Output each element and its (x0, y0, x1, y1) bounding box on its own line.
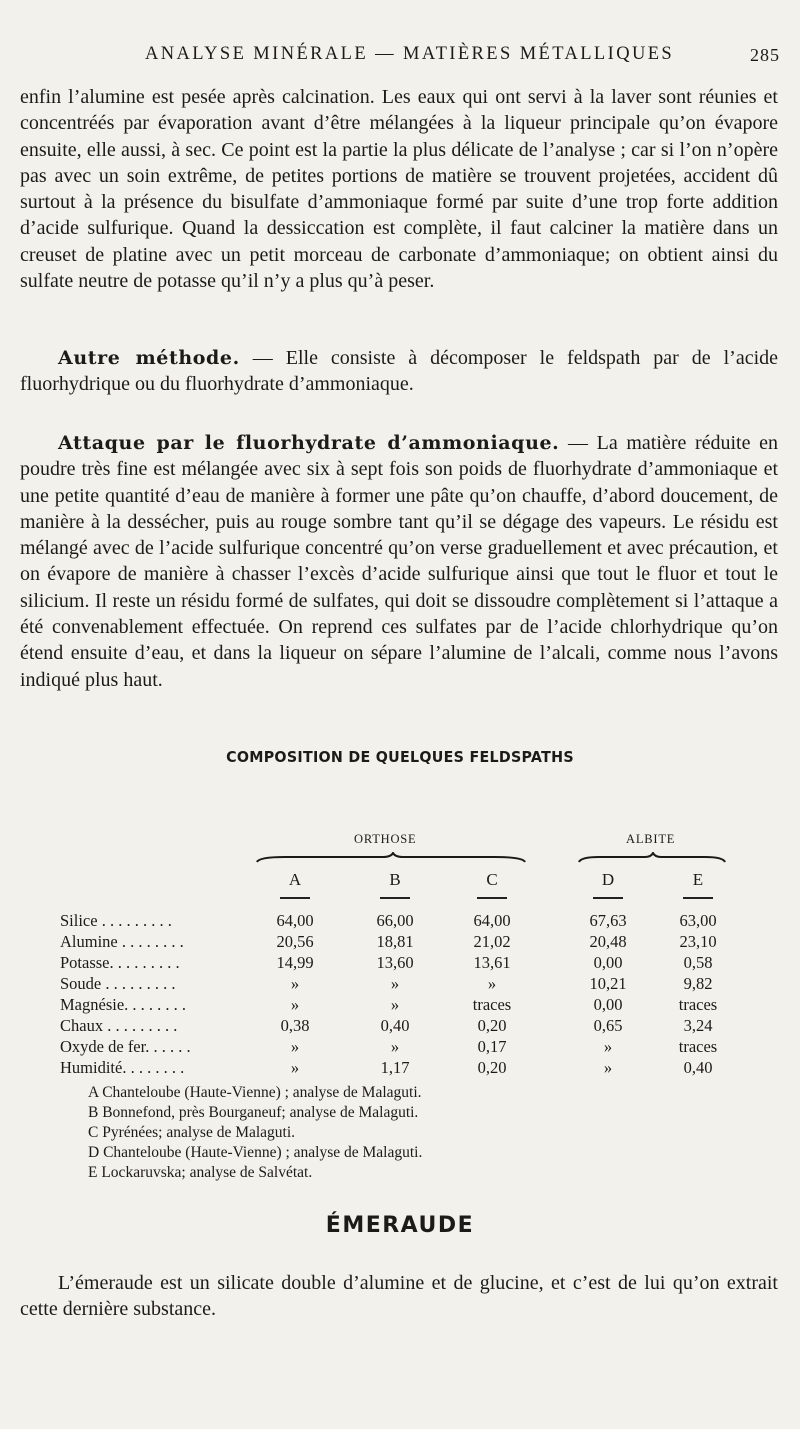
paragraph-emeraude (20, 1270, 778, 1323)
cell-humidite-b: 1,17 (380, 1058, 410, 1077)
cell-oxyde-a: » (290, 1037, 300, 1056)
column-header-e: E (692, 870, 704, 889)
cell-alumine-d: 20,48 (589, 932, 627, 951)
note-d: D Chanteloube (Haute-Vienne) ; analyse de Malaguti. (88, 1144, 423, 1161)
cell-oxyde-c: 0,17 (477, 1037, 507, 1056)
row-label-soude: Soude . . . . . . . . . (60, 974, 176, 993)
cell-potasse-a: 14,99 (276, 953, 314, 972)
attaque-text: — La matière réduite en poudre très fine est mélangée avec six à sept fois son poids de fluorhydrate d’ammoniaque et une petite quantité d’eau de manière à former une pâte qu’on chauffe, d’abord doucement, de manière à la dessécher, puis au rouge sombre tant qu’il se dégage des vapeurs. Le résidu est mélangé avec de l’acide sulfurique concentré qu’on verse graduellement et avec précaution, et on évapore de manière à chasser l’excès d’acide sulfurique ainsi que tout le fluor et tout le silicium. Il reste un résidu formé de sulfates, qui doit se dissoudre complètement si l’attaque a été convenablement effectuée. On reprend ces sulfates par de l’acide chlorhydrique qu’on étend ensuite d’eau, et dans la liqueur on sépare l’alumine de l’alcali, comme nous l’avons indiqué plus haut. (20, 432, 778, 691)
note-a: A Chanteloube (Haute-Vienne) ; analyse de Malaguti. (88, 1084, 422, 1101)
row-label-magnesie: Magnésie. . . . . . . . (60, 995, 187, 1014)
emeraude-title: ÉMERAUDE (325, 1213, 475, 1238)
page-number: 285 (750, 45, 780, 65)
cell-chaux-a: 0,38 (280, 1016, 310, 1035)
cell-alumine-e: 23,10 (679, 932, 717, 951)
row-label-oxyde-de-fer: Oxyde de fer. . . . . . (60, 1037, 191, 1056)
note-b: B Bonnefond, près Bourganeuf; analyse de Malaguti. (88, 1104, 419, 1121)
cell-magnesie-c: traces (472, 995, 512, 1014)
column-rule (593, 897, 623, 899)
row-label-humidite: Humidité. . . . . . . . (60, 1058, 185, 1077)
cell-alumine-a: 20,56 (276, 932, 314, 951)
column-rule (280, 897, 310, 899)
paragraph-autre-methode (20, 345, 778, 398)
heading-attaque: Attaque par le fluorhydrate d’ammoniaque. (58, 432, 560, 454)
paragraph-alumine: enfin l’alumine est pesée après calcination. Les eaux qui ont servi à la laver sont réunies et concentréés par évaporation avant d’être mélangées à la liqueur principale qu’on évapore ensuite, elle aussi, à sec. Ce point est la partie la plus délicate de l’analyse ; car si l’on n’opère pas avec un soin extrême, de petites portions de matière se trouvent projetées, accident dû surtout à la présence du bisulfate d’ammoniaque formé par suite d’une trop forte addition d’acide sulfurique. Quand la dessiccation est complète, il faut calciner la matière dans un creuset de platine avec un petit morceau de carbonate d’ammoniaque; on obtient ainsi du sulfate neutre de potasse qu’il n’y a plus qu’à peser. (20, 86, 778, 293)
cell-chaux-b: 0,40 (380, 1016, 410, 1035)
cell-silice-a: 64,00 (276, 911, 314, 930)
paragraph-attaque (20, 430, 778, 693)
column-header-c: C (486, 870, 498, 889)
page-header (0, 44, 800, 68)
column-rule (380, 897, 410, 899)
column-header-a: A (288, 870, 302, 889)
cell-oxyde-e: traces (678, 1037, 718, 1056)
emeraude-text: L’émeraude est un silicate double d’alumine et de glucine, et c’est de lui qu’on extrait cette dernière substance. (20, 1272, 778, 1321)
running-head: ANALYSE MINÉRALE — MATIÈRES MÉTALLIQUES (145, 44, 675, 64)
row-label-chaux: Chaux . . . . . . . . . (60, 1016, 178, 1035)
cell-soude-d: 10,21 (589, 974, 627, 993)
cell-oxyde-d: » (603, 1037, 613, 1056)
albite-brace (577, 852, 727, 866)
cell-magnesie-e: traces (678, 995, 718, 1014)
cell-potasse-c: 13,61 (473, 953, 511, 972)
cell-soude-c: » (487, 974, 497, 993)
cell-oxyde-b: » (390, 1037, 400, 1056)
cell-silice-c: 64,00 (473, 911, 511, 930)
cell-silice-e: 63,00 (679, 911, 717, 930)
row-label-alumine: Alumine . . . . . . . . (60, 932, 184, 951)
cell-humidite-c: 0,20 (477, 1058, 507, 1077)
column-rule (683, 897, 713, 899)
cell-alumine-c: 21,02 (473, 932, 511, 951)
cell-potasse-b: 13,60 (376, 953, 414, 972)
orthose-brace (255, 852, 527, 866)
cell-chaux-e: 3,24 (683, 1016, 713, 1035)
row-label-potasse: Potasse. . . . . . . . . (60, 953, 180, 972)
cell-magnesie-b: » (390, 995, 400, 1014)
composition-title: COMPOSITION DE QUELQUES FELDSPATHS (226, 748, 574, 766)
group-label-albite: ALBITE (626, 832, 676, 846)
cell-magnesie-d: 0,00 (593, 995, 623, 1014)
column-header-d: D (601, 870, 615, 889)
cell-soude-a: » (290, 974, 300, 993)
cell-magnesie-a: » (290, 995, 300, 1014)
column-header-b: B (389, 870, 401, 889)
group-label-orthose: ORTHOSE (354, 832, 417, 846)
cell-alumine-b: 18,81 (376, 932, 414, 951)
note-c: C Pyrénées; analyse de Malaguti. (88, 1124, 296, 1141)
heading-autre-methode: Autre méthode. (58, 347, 240, 369)
cell-silice-b: 66,00 (376, 911, 414, 930)
cell-potasse-d: 0,00 (593, 953, 623, 972)
cell-soude-b: » (390, 974, 400, 993)
cell-silice-d: 67,63 (589, 911, 627, 930)
row-label-silice: Silice . . . . . . . . . (60, 911, 172, 930)
cell-chaux-c: 0,20 (477, 1016, 507, 1035)
cell-soude-e: 9,82 (683, 974, 713, 993)
note-e: E Lockaruvska; analyse de Salvétat. (88, 1164, 313, 1181)
cell-humidite-e: 0,40 (683, 1058, 713, 1077)
cell-potasse-e: 0,58 (683, 953, 713, 972)
cell-humidite-a: » (290, 1058, 300, 1077)
autre-methode-text: — Elle consiste à décomposer le feldspath par de l’acide fluorhydrique ou du fluorhydrate d’ammoniaque. (20, 347, 779, 396)
cell-chaux-d: 0,65 (593, 1016, 623, 1035)
column-rule (477, 897, 507, 899)
cell-humidite-d: » (603, 1058, 613, 1077)
